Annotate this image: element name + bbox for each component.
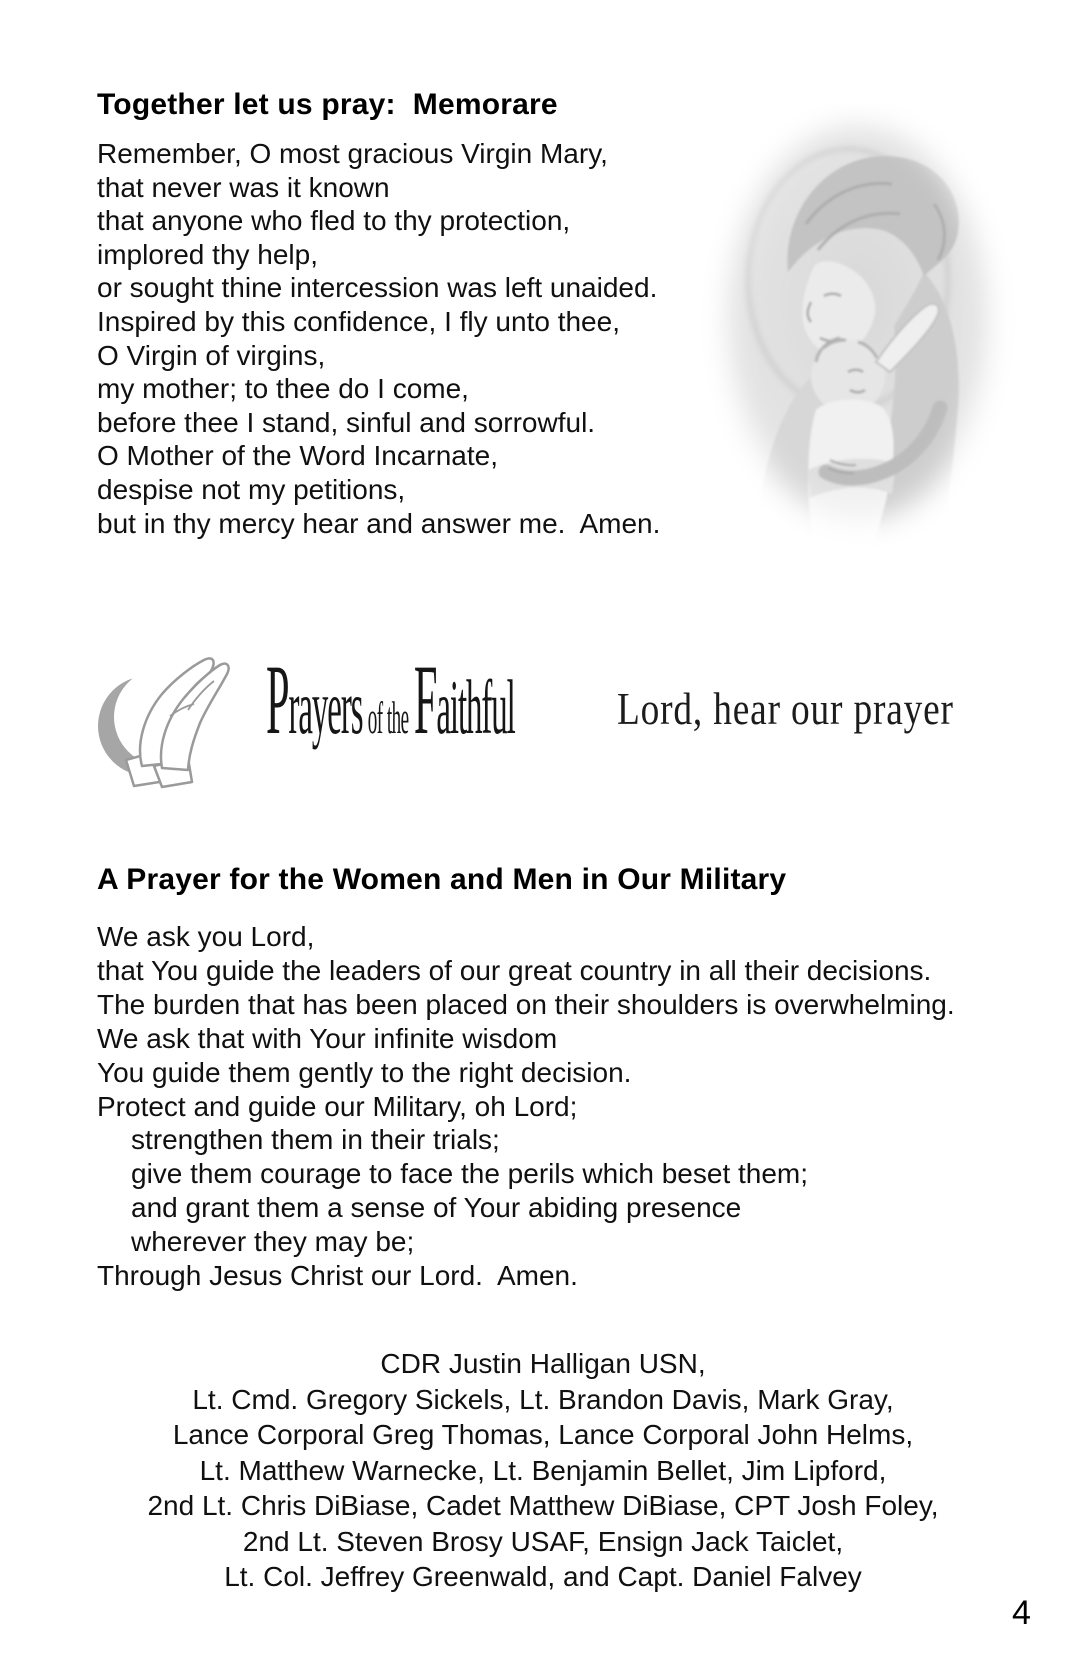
military-name-line: Lt. Matthew Warnecke, Lt. Benjamin Bellet, Jim Lipford, xyxy=(199,1454,887,1486)
military-name-line: Lance Corporal Greg Thomas, Lance Corporal John Helms, xyxy=(172,1419,914,1450)
title-drop-cap-f: F xyxy=(413,645,437,756)
military-name-line: 2nd Lt. Chris DiBiase, Cadet Matthew DiBiase, CPT Josh Foley, xyxy=(147,1490,939,1521)
memorare-line: or sought thine intercession was left unaided. xyxy=(97,272,658,304)
prayer-response-text: Lord, hear our prayer xyxy=(617,684,954,734)
military-name-line: Lt. Col. Jeffrey Greenwald, and Capt. Daniel Falvey xyxy=(224,1561,862,1592)
memorare-line: that anyone who fled to thy protection, xyxy=(97,205,571,237)
memorare-line: Inspired by this confidence, I fly unto thee, xyxy=(97,305,620,337)
military-prayer-line: that You guide the leaders of our great country in all their decisions. xyxy=(97,954,932,986)
memorare-line: Remember, O most gracious Virgin Mary, xyxy=(97,138,608,169)
military-name-line: CDR Justin Halligan USN, xyxy=(380,1348,706,1379)
military-prayer-line: You guide them gently to the right decision. xyxy=(97,1056,632,1088)
military-prayer-heading: A Prayer for the Women and Men in Our Military xyxy=(97,863,787,896)
memorare-line: but in thy mercy hear and answer me. Amen. xyxy=(97,507,661,539)
memorare-line: that never was it known xyxy=(97,171,390,203)
military-prayer-line: The burden that has been placed on their shoulders is overwhelming. xyxy=(97,988,955,1020)
military-prayer-line: strengthen them in their trials; xyxy=(131,1124,500,1156)
memorare-text xyxy=(97,137,660,540)
memorare-line: O Virgin of virgins, xyxy=(97,339,326,371)
memorare-line: O Mother of the Word Incarnate, xyxy=(97,440,499,472)
military-prayer-line: wherever they may be; xyxy=(131,1226,415,1258)
page-number: 4 xyxy=(1012,1594,1031,1632)
memorare-line: implored thy help, xyxy=(97,238,319,270)
memorare-heading: Together let us pray: Memorare xyxy=(97,88,558,121)
military-prayer-line: and grant them a sense of Your abiding presence xyxy=(131,1192,742,1224)
military-names-list xyxy=(0,1346,1086,1595)
military-prayer-line: We ask you Lord, xyxy=(97,921,315,952)
military-name-line: 2nd Lt. Steven Brosy USAF, Ensign Jack Taiclet, xyxy=(242,1525,844,1557)
memorare-line: before thee I stand, sinful and sorrowful. xyxy=(97,406,596,438)
military-prayer-line: We ask that with Your infinite wisdom xyxy=(97,1022,558,1054)
military-prayer-line: Protect and guide our Military, oh Lord; xyxy=(97,1090,578,1122)
military-prayer-text xyxy=(97,920,955,1293)
memorare-line: my mother; to thee do I come, xyxy=(97,373,469,405)
military-prayer-line: Through Jesus Christ our Lord. Amen. xyxy=(97,1260,578,1292)
military-name-line: Lt. Cmd. Gregory Sickels, Lt. Brandon Davis, Mark Gray, xyxy=(192,1383,894,1415)
madonna-and-child-image xyxy=(698,104,1016,546)
title-drop-cap-p: P xyxy=(266,645,289,756)
prayers-of-the-faithful-title: Prayers of theFaithful xyxy=(266,645,515,756)
memorare-line: despise not my petitions, xyxy=(97,473,406,505)
praying-hands-icon xyxy=(98,650,233,790)
military-prayer-line: give them courage to face the perils which beset them; xyxy=(131,1158,809,1190)
